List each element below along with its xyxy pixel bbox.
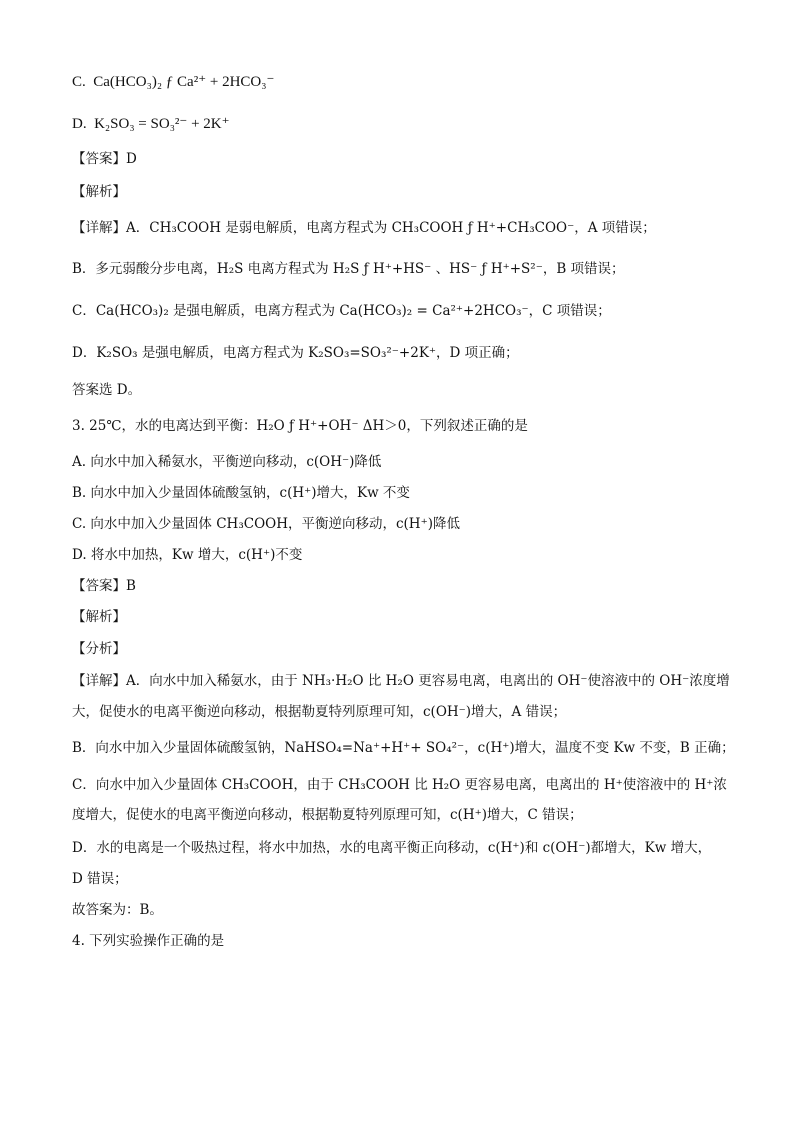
q2-detail-b: B．多元弱酸分步电离，H₂S 电离方程式为 H₂S ƒ H⁺+HS⁻ 、HS⁻ ƒ H⁺+S²⁻，B 项错误；	[72, 261, 625, 277]
q2-option-c-label: C.	[72, 74, 86, 90]
q3-fenxi-tag: 【分析】	[72, 641, 126, 657]
q2-option-d-label: D.	[72, 116, 87, 132]
q3-detail-d-line1: D．水的电离是一个吸热过程，将水中加热，水的电离平衡正向移动，c(H⁺)和 c(OH⁻)都增大，Kw 增大，	[72, 840, 712, 856]
q2-answer	[72, 149, 137, 169]
q3-detail-a-line2: 大，促使水的电离平衡逆向移动，根据勒夏特列原理可知，c(OH⁻)增大，A 错误；	[72, 704, 567, 720]
q2-option-c	[72, 72, 274, 92]
q3-detail-d-line2: D 错误；	[72, 871, 128, 887]
q2-answer-tag: 【答案】	[72, 151, 126, 167]
q3-option-d: D. 将水中加热，Kw 增大，c(H⁺)不变	[72, 547, 303, 563]
q2-detail-d: D．K₂SO₃ 是强电解质，电离方程式为 K₂SO₃=SO₃²⁻+2K⁺，D 项正确；	[72, 345, 519, 361]
q3-detail-c-line2: 度增大，促使水的电离平衡逆向移动，根据勒夏特列原理可知，c(H⁺)增大，C 错误；	[72, 807, 583, 823]
q2-option-d-formula: K₂SO₃ = SO₃²⁻ + 2K⁺	[94, 116, 230, 132]
q3-answer-value: B	[126, 578, 136, 594]
q3-answer-tag: 【答案】	[72, 578, 126, 594]
q3-detail-b: B．向水中加入少量固体硫酸氢钠，NaHSO₄=Na⁺+H⁺+ SO₄²⁻，c(H⁺)增大，温度不变 Kw 不变，B 正确；	[72, 740, 735, 756]
q2-analysis-tag: 【解析】	[72, 184, 126, 200]
q2-detail-a: 【详解】A．CH₃COOH 是弱电解质，电离方程式为 CH₃COOH ƒ H⁺+CH₃COO⁻，A 项错误；	[72, 220, 656, 236]
q2-answer-value: D	[126, 151, 137, 167]
q3-analysis-tag: 【解析】	[72, 609, 126, 625]
q3-detail-c-line1: C．向水中加入少量固体 CH₃COOH，由于 CH₃COOH 比 H₂O 更容易电离，电离出的 H⁺使溶液中的 H⁺浓	[72, 777, 727, 793]
q2-conclusion: 答案选 D。	[72, 382, 142, 398]
q3-detail-a-line1: 【详解】A．向水中加入稀氨水，由于 NH₃·H₂O 比 H₂O 更容易电离，电离出的 OH⁻使溶液中的 OH⁻浓度增	[72, 673, 730, 689]
q2-option-d	[72, 114, 230, 134]
q3-option-b: B. 向水中加入少量固体硫酸氢钠，c(H⁺)增大，Kw 不变	[72, 485, 410, 501]
q3-answer	[72, 576, 136, 596]
q3-conclusion: 故答案为：B。	[72, 902, 163, 918]
q3-stem: 3. 25℃，水的电离达到平衡：H₂O ƒ H⁺+OH⁻ ΔH＞0，下列叙述正确的是	[72, 418, 528, 434]
q2-detail-c: C．Ca(HCO₃)₂ 是强电解质，电离方程式为 Ca(HCO₃)₂ = Ca²⁺+2HCO₃⁻，C 项错误；	[72, 303, 611, 319]
q3-option-a: A. 向水中加入稀氨水，平衡逆向移动，c(OH⁻)降低	[72, 454, 382, 470]
q4-stem: 4. 下列实验操作正确的是	[72, 933, 225, 949]
q3-option-c: C. 向水中加入少量固体 CH₃COOH，平衡逆向移动，c(H⁺)降低	[72, 516, 460, 532]
q2-option-c-formula: Ca(HCO₃)₂ ƒ Ca²⁺ + 2HCO₃⁻	[93, 74, 275, 90]
